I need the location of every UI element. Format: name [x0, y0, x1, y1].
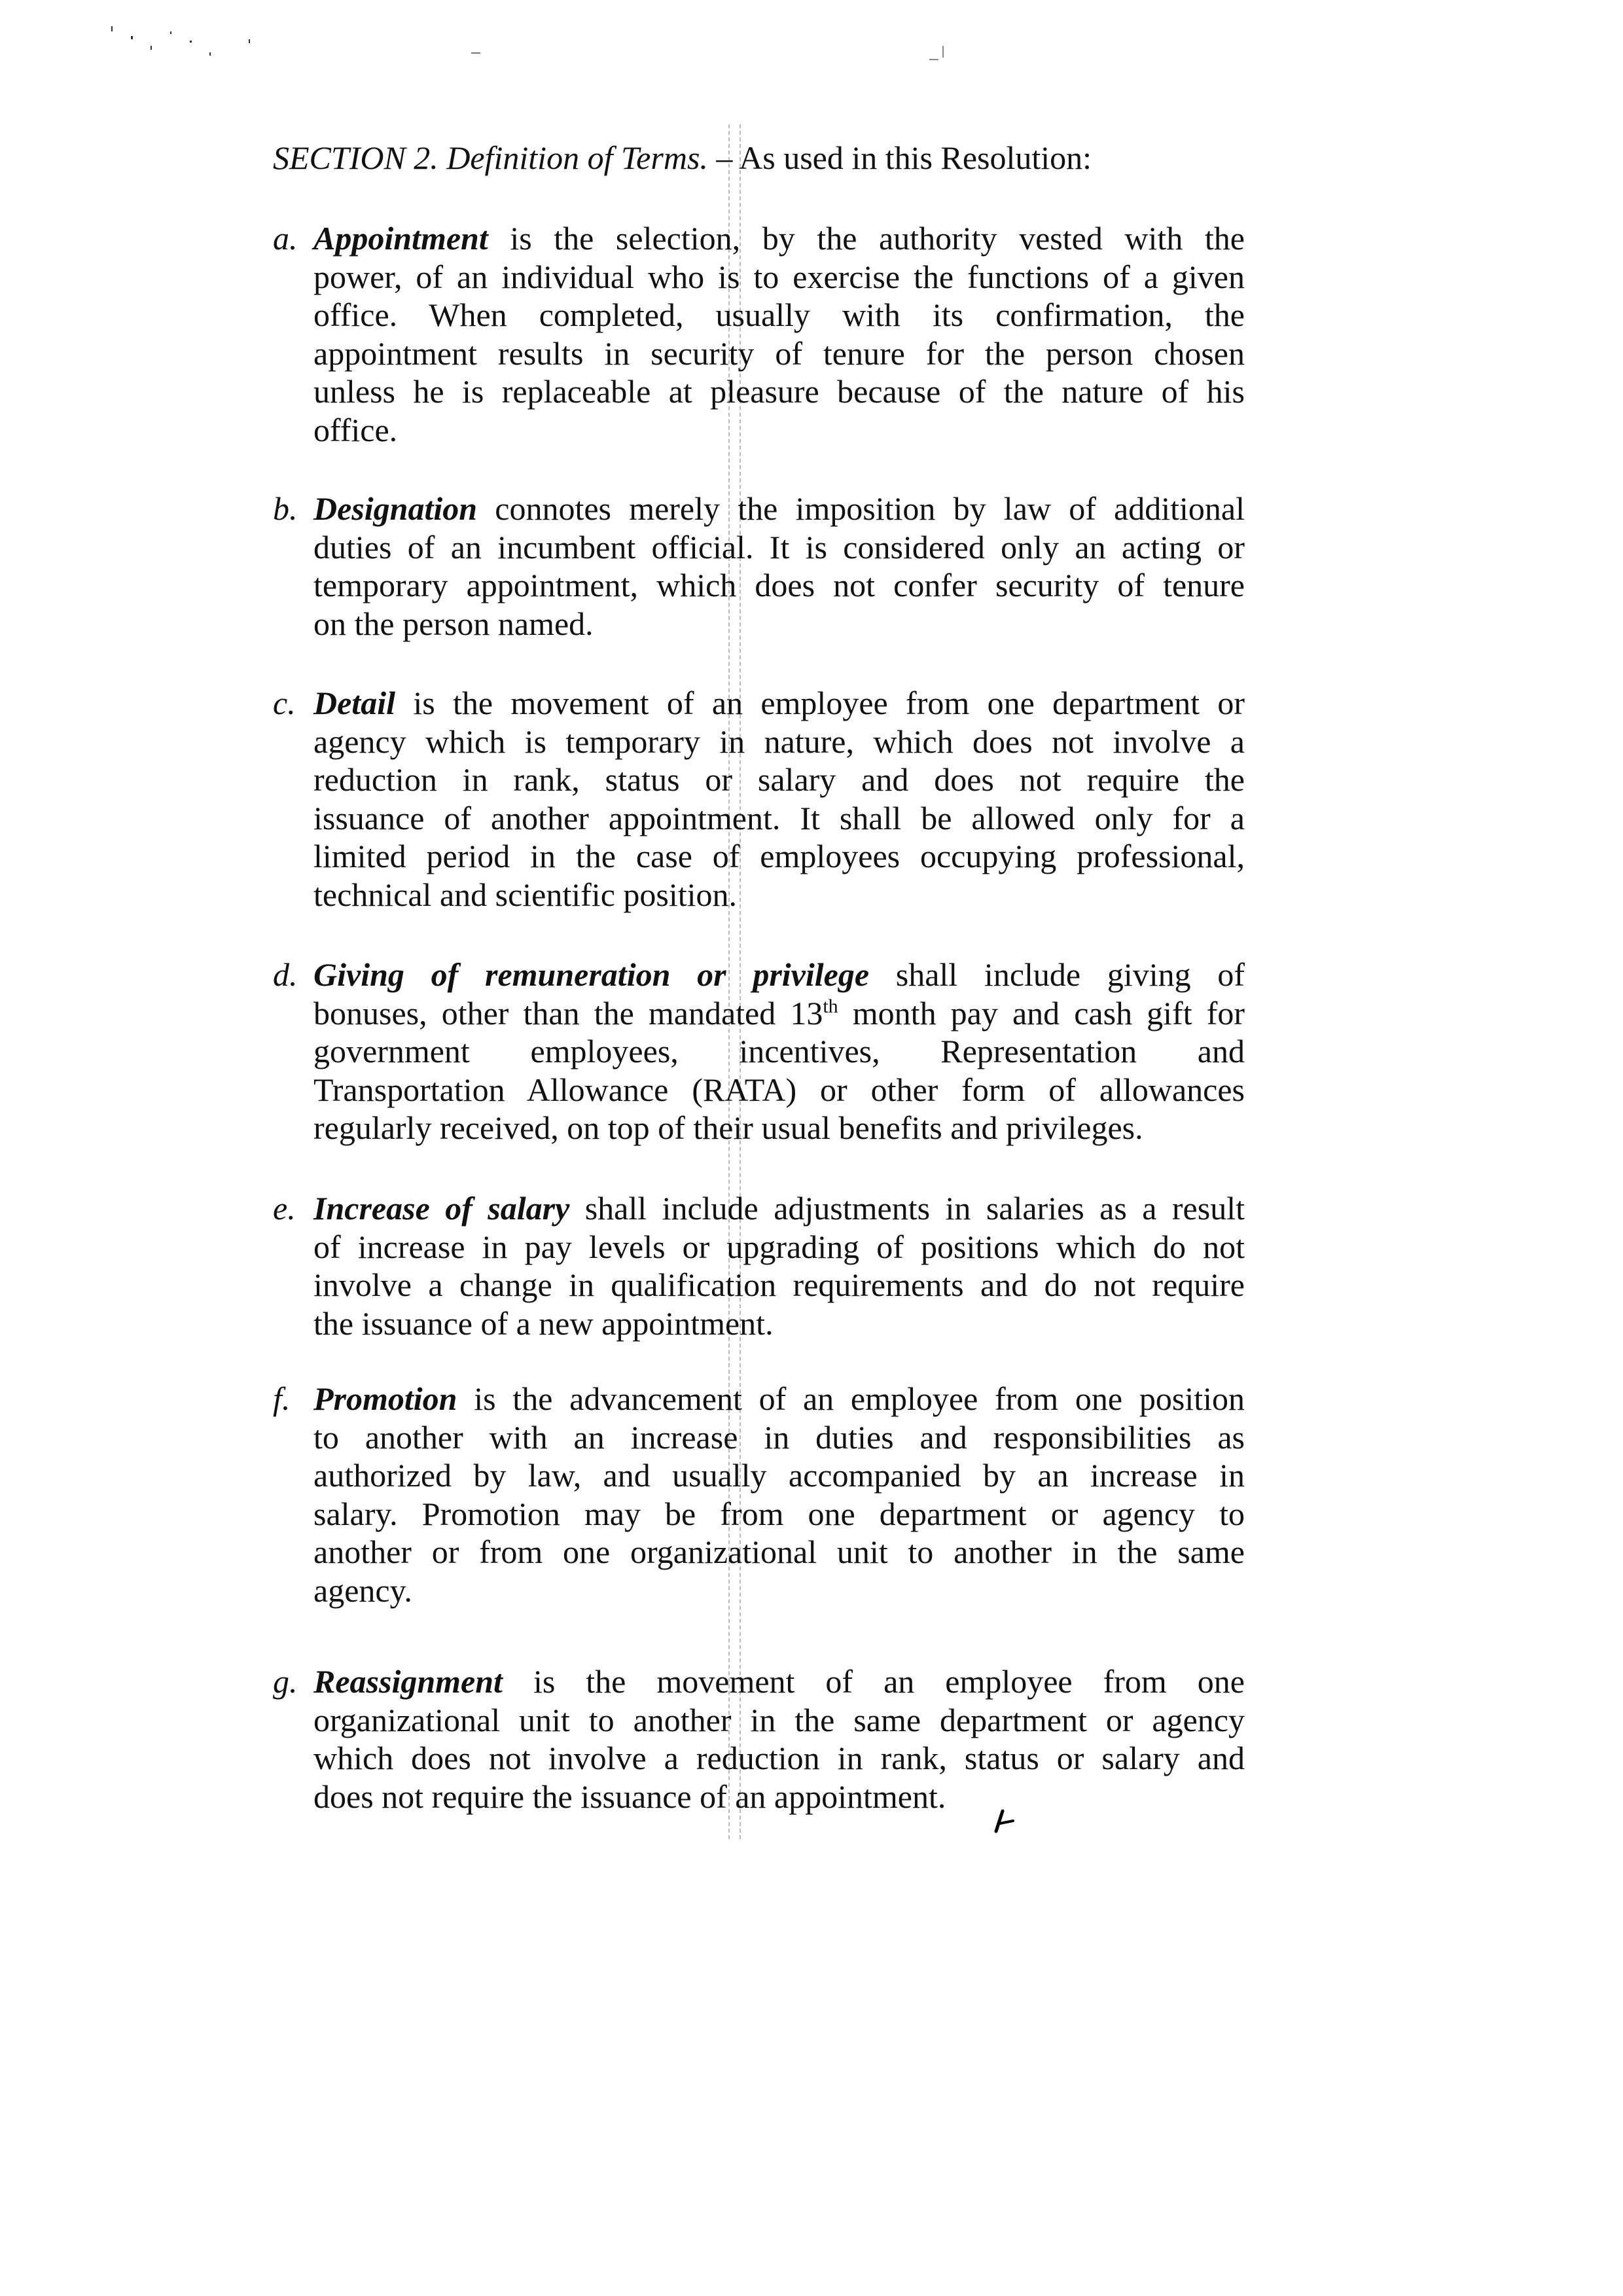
section-title: Definition of Terms.	[446, 139, 708, 176]
defined-term: Reassignment	[313, 1663, 503, 1700]
definition-body: Detail is the movement of an employee from one department or agency which is temporary in nature, which does not involve a reduction in rank, status or salary and does not require the issuance of another appointment. It shall be allowed only for a limited period in the case of employees occupying professional, technical and scientific position.	[313, 685, 1245, 913]
defined-term: Increase of salary	[313, 1190, 570, 1227]
item-label: e.	[273, 1190, 296, 1227]
item-label: f.	[273, 1380, 291, 1417]
item-label: b.	[273, 490, 298, 527]
definition-body: Promotion is the advancement of an employee from one position to another with an increase in duties and responsibilities as authorized by law, and usually accompanied by an increase in salary. Promotion may be from one department or agency to another or from one organizational unit to another in the same agency.	[313, 1380, 1245, 1609]
item-label: g.	[273, 1663, 298, 1700]
definition-body: Reassignment is the movement of an employee from one organizational unit to another in the same department or agency which does not involve a reduction in rank, status or salary and does not require the issuance of an appointment.	[313, 1663, 1245, 1815]
section-number: SECTION 2.	[273, 139, 438, 176]
defined-term: Giving of remuneration or privilege	[313, 956, 870, 993]
defined-term: Designation	[313, 490, 478, 527]
handwritten-initial-icon	[993, 1809, 1020, 1835]
section-heading	[273, 139, 1092, 177]
item-label: c.	[273, 685, 296, 721]
definition-body: Increase of salary shall include adjustments in salaries as a result of increase in pay levels or upgrading of positions which do not involve a change in qualification requirements and do not require the issuance of a new appointment.	[313, 1190, 1245, 1342]
ordinal-superscript: th	[823, 995, 838, 1017]
defined-term: Detail	[313, 685, 395, 721]
definition-body: Giving of remuneration or privilege shall include giving of bonuses, other than the mandated 13th month pay and cash gift for government employees, incentives, Representation and Transportation Allowance (RATA) or other form of allowances regularly received, on top of their usual benefits and privileges.	[313, 956, 1245, 1146]
item-label: a.	[273, 220, 298, 257]
definition-body: Appointment is the selection, by the authority vested with the power, of an individual who is to exercise the functions of a given office. When completed, usually with its confirmation, the appointment results in security of tenure for the person chosen unless he is replaceable at pleasure because of the nature of his office.	[313, 220, 1245, 448]
section-intro: – As used in this Resolution:	[707, 139, 1092, 176]
defined-term: Appointment	[313, 220, 488, 257]
definition-body: Designation connotes merely the imposition by law of additional duties of an incumbent official. It is considered only an acting or temporary appointment, which does not confer security of tenure on the person named.	[313, 490, 1245, 642]
defined-term: Promotion	[313, 1380, 457, 1417]
item-label: d.	[273, 956, 298, 993]
